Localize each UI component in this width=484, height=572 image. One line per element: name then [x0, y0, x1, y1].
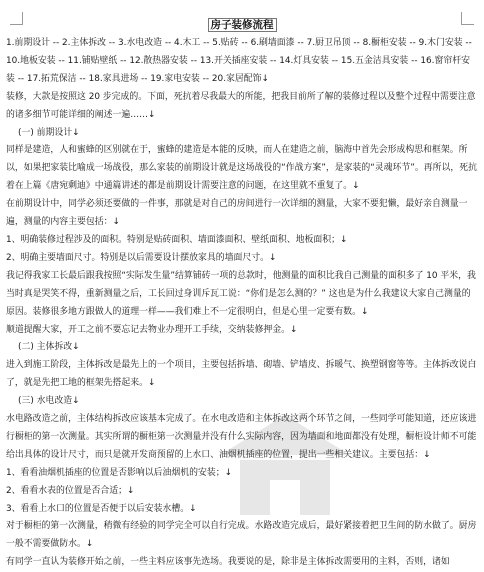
- paragraph: 进入到施工阶段，主体拆改是最先上的一个项目，主要包括拆墙、砌墙、铲墙皮、拆暖气、换塑钢窗等等。主体拆改说白了，就是先把工地的框架先搭起来。↓: [6, 360, 477, 389]
- paragraph: 1、明确装修过程涉及的面积。特别是贴砖面积、墙面漆面积、壁纸面积、地板面积；↓: [6, 234, 348, 245]
- paragraph: 3、看看上水口的位置是否便于以后安装水槽。↓: [6, 503, 197, 514]
- paragraph: 顺道提醒大家，开工之前不要忘记去物业办理开工手续，交纳装修押金。↓: [6, 324, 298, 335]
- paragraph: 我记得我家工长最后跟我按照“实际发生量”结算铺砖一项的总款时，他测量的面积比我自己测量的面积多了 10 平米，我当时真是哭笑不得，重新测量之后，工长回过身训斥瓦工说：“你们是怎么测的？” 这也是为什么我建议大家自己测量的原因。装修很多地方跟做人的道理一样——我们难上不一定很明白，但是心里一定要有数。↓: [6, 270, 476, 317]
- paragraph: 对于橱柜的第一次测量，稍微有经验的同学完全可以自行完成。水路改造完成后，最好紧接着把卫生间的防水做了。厨房一般不需要做防水。↓: [6, 521, 477, 550]
- paragraph: 2、看看水表的位置是否合适；↓: [6, 485, 135, 496]
- paragraph: 装修，大款是按照这 20 步完成的。下面，死抗着尽我最大的所能，把我目前所了解的装修过程以及整个过程中需要注意的诸多细节可能详细的阐述一遍……↓: [6, 91, 476, 120]
- paragraph: 水电路改造之前，主体结构拆改应该基本完成了。在水电改造和主体拆改这两个环节之间，一些同学可能知道，还应该进行橱柜的第一次测量。其实所谓的橱柜第一次测量并没有什么实际内容，因为墙面和地面都没有处理，橱柜设计师不可能给出具体的设计尺寸，而只是就开发商预留的上水口、油烟机插座的位置，提出一些相关建议。主要包括：↓: [6, 414, 477, 460]
- document-page: [6, 18, 478, 572]
- document-title: 房子装修流程: [6, 18, 478, 32]
- paragraph: 有同学一直认为装修开始之前，一些主料应该事先选场。我要说的是，除非是主体拆改需要用的主料，否则，诸如: [6, 557, 450, 568]
- paragraph: 1、看看油烟机插座的位置是否影响以后油烟机的安装；↓: [6, 467, 233, 478]
- section-heading: (二) 主体拆改↓: [18, 342, 80, 353]
- paragraph: 1.前期设计 -- 2.主体拆改 -- 3.水电改造 -- 4.木工 -- 5.贴砖 -- 6.刷墙面漆 -- 7.厨卫吊顶 -- 8.橱柜安装 -- 9.木门安装 -- 10.地板安装 -- 11.铺贴壁纸 -- 12.散热器安装 -- 13.开关插座安装 -- 14.灯具安装 -- 15.五金洁具安装 -- 16.窗帘杆安装 -- 17.拓荒保洁 -- 18.家具进场 -- 19.家电安装 -- 20.家居配饰↓: [6, 38, 475, 84]
- paragraph: 同样是建造，人和蜜蜂的区别就在于，蜜蜂的建造是本能的反映，而人在建造之前，脑海中首先会形成构思和框架。所以，如果把家装比喻成一场战役，那么家装的前期设计就是这场战役的“作战方案”，是家装的“灵魂环节”。再所以，死抗着在上篇《唐宛剩迪》中通篇讲述的都是前期设计需要注意的问题，在这里就不重复了。↓: [6, 145, 478, 192]
- paragraph: 在前期设计中，同学必须还要做的一件事，那就是对自己的房间进行一次详细的测量，大家不要犯懒，最好亲自测量一遍，测量的内容主要包括：↓: [6, 199, 468, 228]
- paragraph: 2、明确主要墙面尺寸。特别是以后需要设计摆放家具的墙面尺寸。↓: [6, 252, 277, 263]
- section-heading: (一) 前期设计↓: [18, 127, 80, 138]
- document-body: [6, 35, 478, 572]
- section-heading: (三) 水电改造↓: [18, 396, 80, 407]
